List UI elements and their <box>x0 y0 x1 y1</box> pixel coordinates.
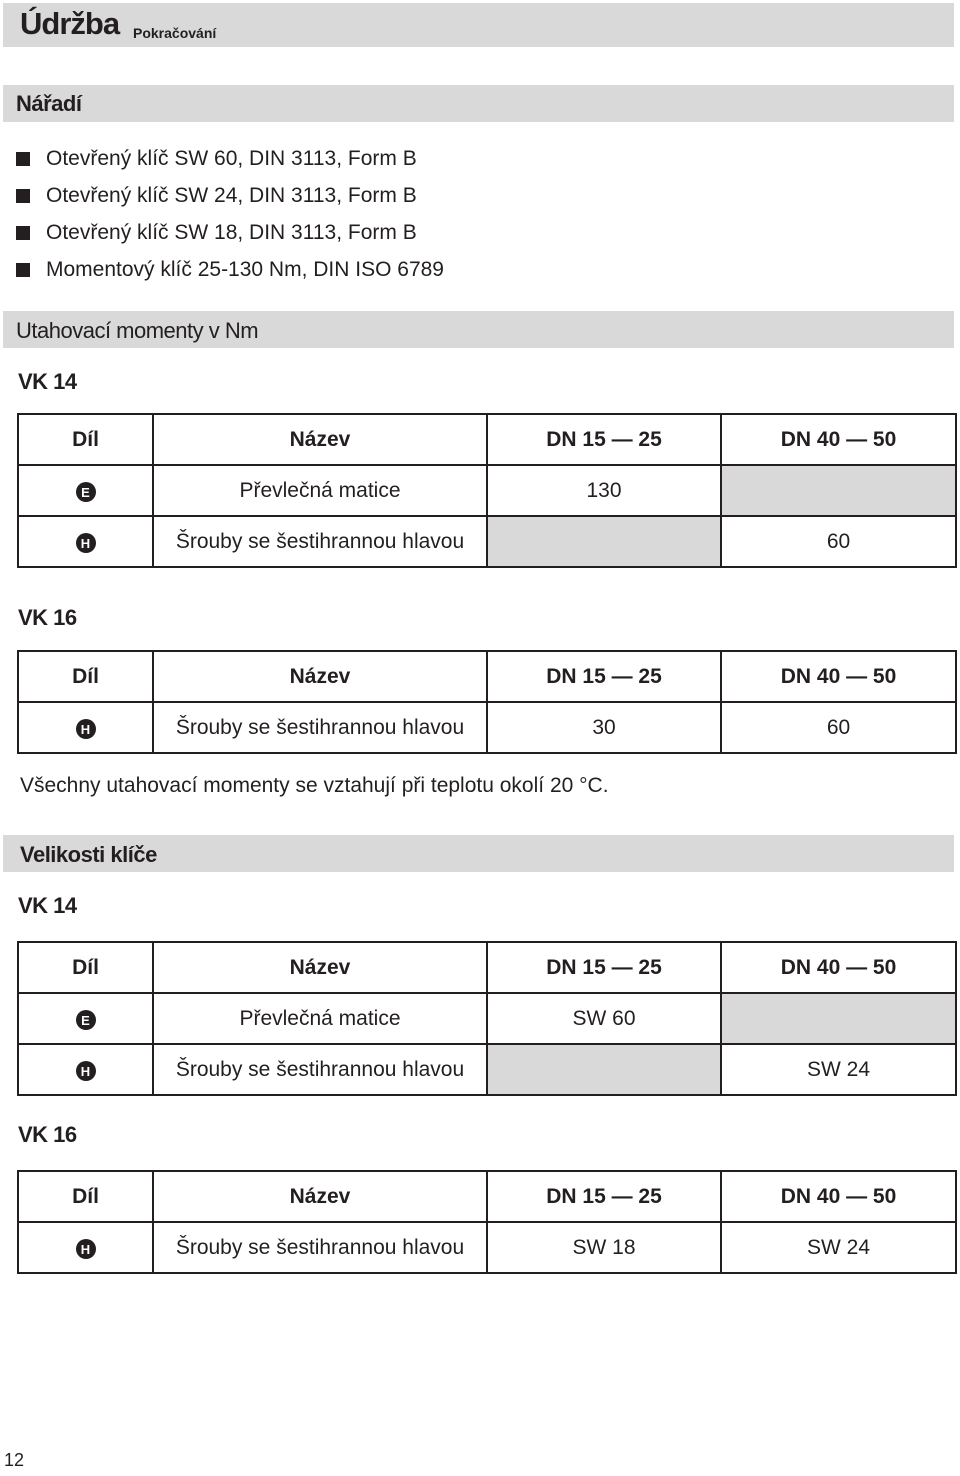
column-header: DN 15 — 25 <box>487 651 721 702</box>
name-cell: Šrouby se šestihrannou hlavou <box>153 702 487 753</box>
bullet-icon <box>16 189 30 203</box>
wrench-vk16-label: VK 16 <box>18 1122 77 1147</box>
column-header: Název <box>153 1171 487 1222</box>
value-cell: SW 60 <box>487 993 721 1044</box>
torque-vk14-table <box>17 413 957 568</box>
tool-label: Otevřený klíč SW 24, DIN 3113, Form B <box>46 183 417 207</box>
tools-section-title: Nářadí <box>16 91 82 116</box>
table-row <box>18 1222 956 1273</box>
name-cell: Šrouby se šestihrannou hlavou <box>153 1044 487 1095</box>
torque-vk16-table <box>17 650 957 754</box>
column-header: Název <box>153 651 487 702</box>
column-header: DN 40 — 50 <box>721 942 956 993</box>
part-marker: H <box>76 1061 96 1081</box>
tool-label: Momentový klíč 25-130 Nm, DIN ISO 6789 <box>46 257 444 281</box>
list-item <box>16 140 444 177</box>
list-item <box>16 177 444 214</box>
value-cell: 60 <box>721 702 956 753</box>
not-applicable-cell <box>487 516 721 567</box>
table-header-row <box>18 1171 956 1222</box>
name-cell: Převlečná matice <box>153 993 487 1044</box>
torque-section-title: Utahovací momenty v Nm <box>16 318 259 343</box>
value-cell: SW 24 <box>721 1044 956 1095</box>
not-applicable-cell <box>721 465 956 516</box>
value-cell: 60 <box>721 516 956 567</box>
table-row <box>18 516 956 567</box>
column-header: Název <box>153 942 487 993</box>
torque-vk14-label: VK 14 <box>18 369 77 394</box>
page-title: Údržba <box>20 6 120 41</box>
value-cell: SW 24 <box>721 1222 956 1273</box>
column-header: Díl <box>18 942 153 993</box>
name-cell: Šrouby se šestihrannou hlavou <box>153 1222 487 1273</box>
tool-label: Otevřený klíč SW 18, DIN 3113, Form B <box>46 220 417 244</box>
list-item <box>16 251 444 288</box>
part-cell <box>18 1044 153 1095</box>
name-cell: Šrouby se šestihrannou hlavou <box>153 516 487 567</box>
value-cell: SW 18 <box>487 1222 721 1273</box>
table-header-row <box>18 942 956 993</box>
table-header-row <box>18 414 956 465</box>
part-cell <box>18 993 153 1044</box>
page-subtitle: Pokračování <box>133 25 217 41</box>
part-cell <box>18 465 153 516</box>
tools-list <box>16 140 444 288</box>
not-applicable-cell <box>487 1044 721 1095</box>
part-marker: H <box>76 719 96 739</box>
temperature-note: Všechny utahovací momenty se vztahují při teplotu okolí 20 °C. <box>20 774 609 797</box>
part-marker: H <box>76 533 96 553</box>
torque-vk16-label: VK 16 <box>18 605 77 630</box>
column-header: Díl <box>18 1171 153 1222</box>
column-header: Díl <box>18 651 153 702</box>
wrench-vk14-label: VK 14 <box>18 893 77 918</box>
tool-label: Otevřený klíč SW 60, DIN 3113, Form B <box>46 146 417 170</box>
wrench-vk16-table <box>17 1170 957 1274</box>
bullet-icon <box>16 263 30 277</box>
column-header: DN 40 — 50 <box>721 651 956 702</box>
part-cell <box>18 516 153 567</box>
wrench-vk14-table <box>17 941 957 1096</box>
value-cell: 30 <box>487 702 721 753</box>
table-row <box>18 702 956 753</box>
bullet-icon <box>16 226 30 240</box>
part-marker: H <box>76 1239 96 1259</box>
part-marker: E <box>76 1010 96 1030</box>
tools-section-bar <box>3 85 954 122</box>
table-row <box>18 1044 956 1095</box>
wrench-section-title: Velikosti klíče <box>20 842 157 867</box>
column-header: DN 15 — 25 <box>487 414 721 465</box>
column-header: DN 15 — 25 <box>487 942 721 993</box>
name-cell: Převlečná matice <box>153 465 487 516</box>
table-row <box>18 465 956 516</box>
bullet-icon <box>16 152 30 166</box>
column-header: DN 40 — 50 <box>721 414 956 465</box>
column-header: DN 40 — 50 <box>721 1171 956 1222</box>
not-applicable-cell <box>721 993 956 1044</box>
column-header: Díl <box>18 414 153 465</box>
value-cell: 130 <box>487 465 721 516</box>
table-row <box>18 993 956 1044</box>
column-header: DN 15 — 25 <box>487 1171 721 1222</box>
part-marker: E <box>76 482 96 502</box>
page-number: 12 <box>4 1450 25 1470</box>
column-header: Název <box>153 414 487 465</box>
part-cell <box>18 1222 153 1273</box>
list-item <box>16 214 444 251</box>
table-header-row <box>18 651 956 702</box>
part-cell <box>18 702 153 753</box>
